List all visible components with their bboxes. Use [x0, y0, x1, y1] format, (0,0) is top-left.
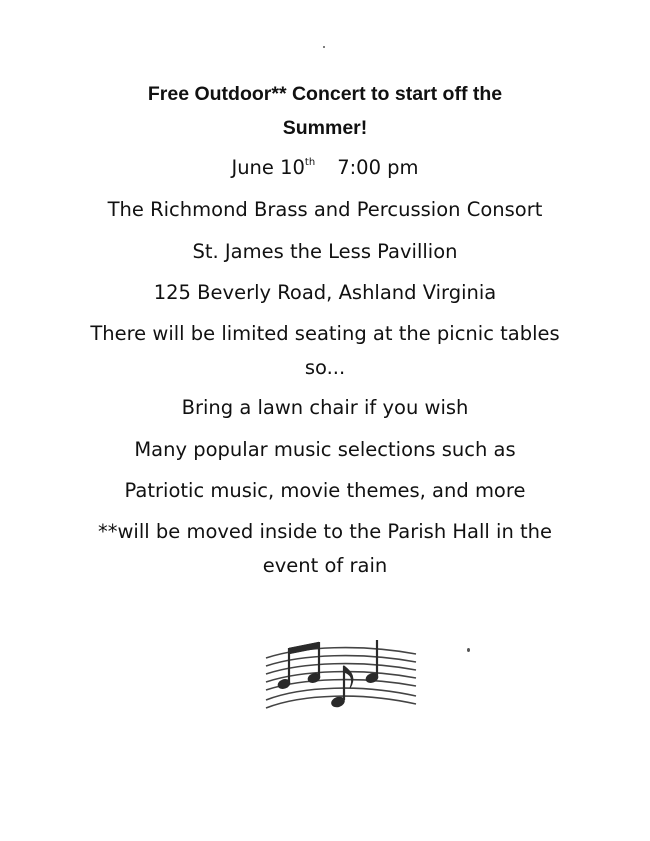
flyer-title-line-2: Summer!	[282, 117, 368, 139]
selections-line-2: Patriotic music, movie themes, and more	[124, 479, 526, 502]
stray-mark-right	[467, 648, 470, 652]
seating-line-2: so...	[304, 356, 346, 379]
address-line: 125 Beverly Road, Ashland Virginia	[153, 281, 497, 304]
lawn-chair-line: Bring a lawn chair if you wish	[181, 396, 469, 419]
flyer-title-line-1: Free Outdoor** Concert to start off the	[147, 83, 503, 105]
selections-line-1: Many popular music selections such as	[134, 438, 516, 461]
music-notes-icon	[262, 634, 420, 714]
rain-line-1: **will be moved inside to the Parish Hall in the	[97, 520, 553, 543]
stray-mark-top	[323, 46, 325, 48]
rain-line-2: event of rain	[262, 554, 388, 577]
seating-line-1: There will be limited seating at the picnic tables	[90, 322, 560, 345]
performer-line: The Richmond Brass and Percussion Consort	[107, 198, 543, 221]
concert-time: 7:00 pm	[337, 156, 419, 179]
date-suffix: th	[304, 157, 316, 168]
concert-date: June 10	[231, 156, 305, 179]
date-time-line	[0, 156, 650, 180]
venue-line: St. James the Less Pavillion	[192, 240, 458, 263]
